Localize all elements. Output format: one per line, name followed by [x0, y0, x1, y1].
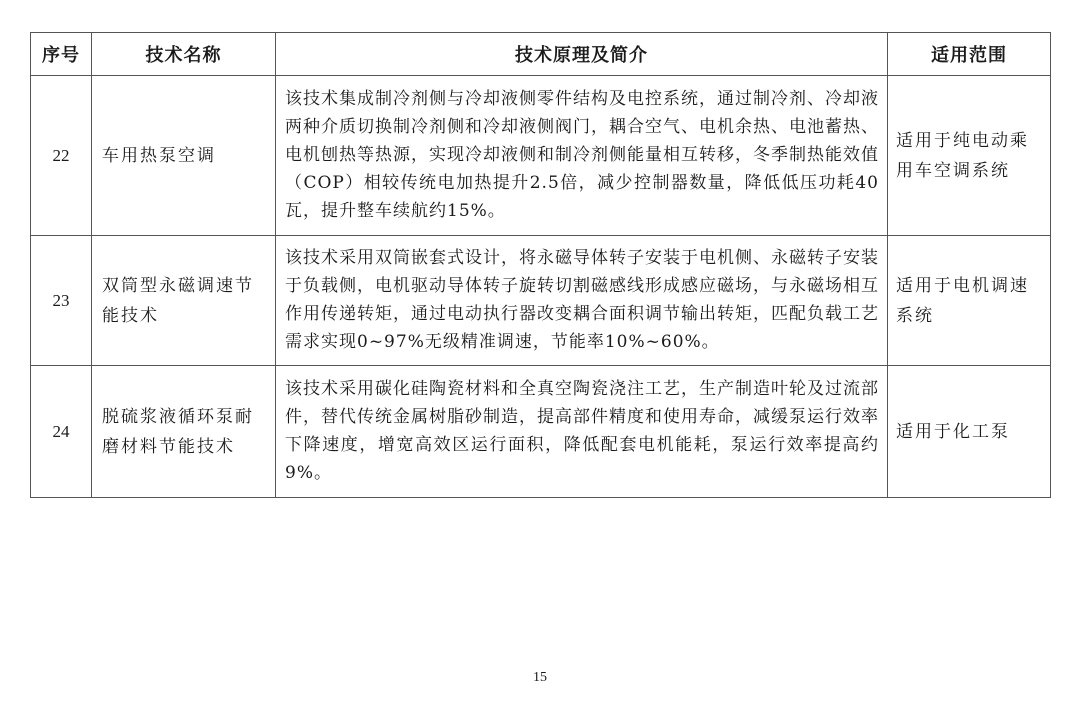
technology-description: 该技术集成制冷剂侧与冷却液侧零件结构及电控系统，通过制冷剂、冷却液两种介质切换制冷剂侧和冷却液侧阀门，耦合空气、电机余热、电池蓄热、电机刨热等热源，实现冷却液侧和制冷剂侧能量相互转移，冬季制热能效值（COP）相较传统电加热提升2.5倍，减少控制器数量，降低低压功耗40瓦，提升整车续航约15%。 — [276, 76, 888, 236]
technology-description: 该技术采用碳化硅陶瓷材料和全真空陶瓷浇注工艺，生产制造叶轮及过流部件，替代传统金属树脂砂制造，提高部件精度和使用寿命，减缓泵运行效率下降速度，增宽高效区运行面积，降低配套电机能耗，泵运行效率提高约9%。 — [276, 366, 888, 498]
technology-table — [30, 32, 1051, 498]
table-row — [31, 76, 1051, 236]
technology-name: 车用热泵空调 — [92, 76, 276, 236]
technology-description: 该技术采用双筒嵌套式设计，将永磁导体转子安装于电机侧、永磁转子安装于负载侧，电机驱动导体转子旋转切割磁感线形成感应磁场，与永磁场相互作用传递转矩，通过电动执行器改变耦合面积调节输出转矩，匹配负载工艺需求实现0~97%无级精准调速，节能率10%~60%。 — [276, 236, 888, 366]
technology-name: 脱硫浆液循环泵耐磨材料节能技术 — [92, 366, 276, 498]
table-header-row — [31, 33, 1051, 76]
table-row — [31, 236, 1051, 366]
technology-name: 双筒型永磁调速节能技术 — [92, 236, 276, 366]
application-scope: 适用于化工泵 — [888, 366, 1051, 498]
header-name: 技术名称 — [92, 33, 276, 76]
application-scope: 适用于电机调速系统 — [888, 236, 1051, 366]
header-description: 技术原理及简介 — [276, 33, 888, 76]
table-row — [31, 366, 1051, 498]
page-number: 15 — [533, 670, 547, 685]
header-number: 序号 — [31, 33, 92, 76]
row-number: 22 — [31, 76, 92, 236]
application-scope: 适用于纯电动乘用车空调系统 — [888, 76, 1051, 236]
row-number: 24 — [31, 366, 92, 498]
header-scope: 适用范围 — [888, 33, 1051, 76]
row-number: 23 — [31, 236, 92, 366]
